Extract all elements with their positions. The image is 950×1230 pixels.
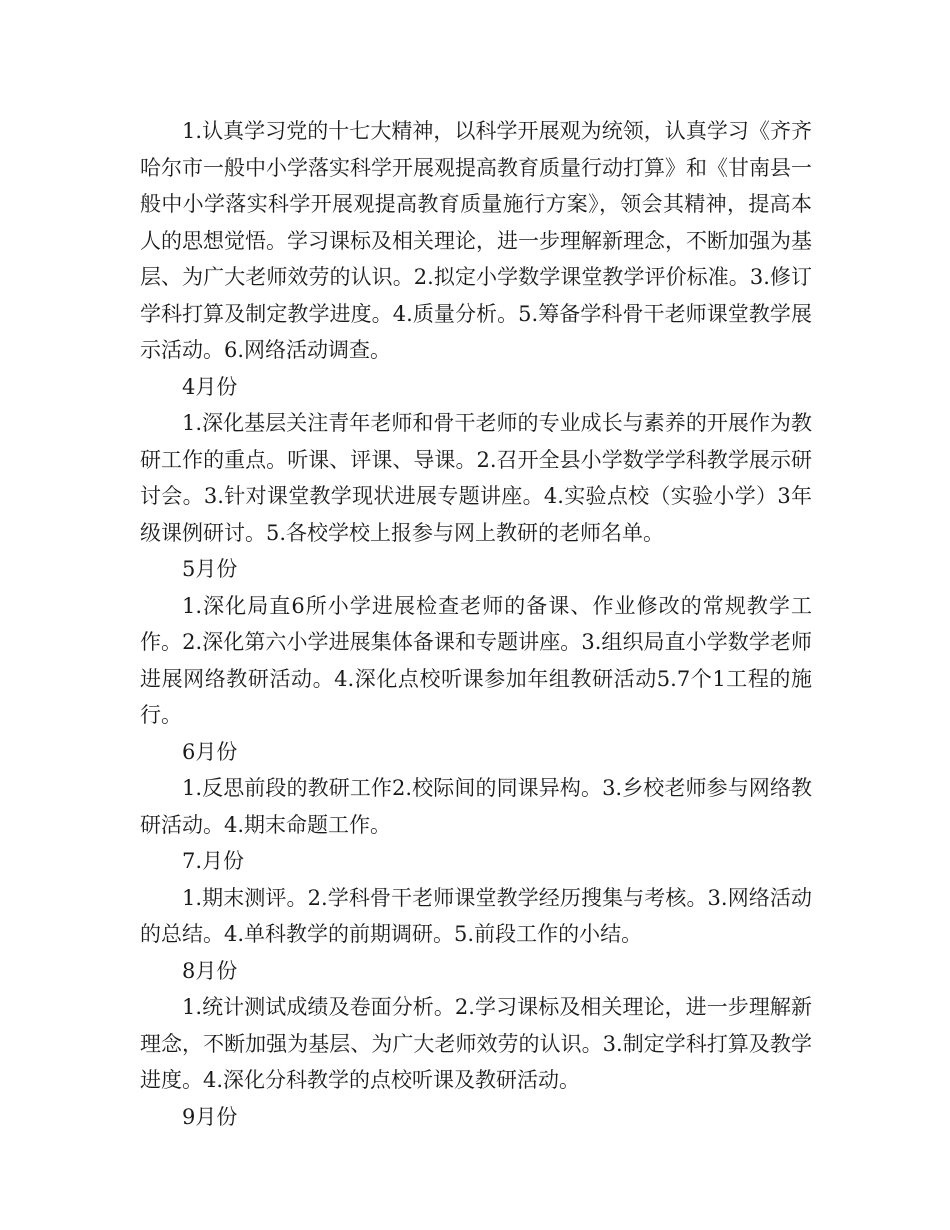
month-heading-september: 9月份 (182, 1104, 238, 1129)
paragraph-june: 1.反思前段的教研工作2.校际间的同课异构。3.乡校老师参与网络教研活动。4.期末命题工作。 (140, 776, 812, 837)
paragraph-april: 1.深化基层关注青年老师和骨干老师的专业成长与素养的开展作为教研工作的重点。听课、评课、导课。2.召开全县小学数学学科教学展示研讨会。3.针对课堂教学现状进展专题讲座。4.实验点校（实验小学）3年级课例研讨。5.各校学校上报参与网上教研的老师名单。 (140, 411, 812, 545)
paragraph-august: 1.统计测试成绩及卷面分析。2.学习课标及相关理论，进一步理解新理念，不断加强为基层、为广大老师效劳的认识。3.制定学科打算及教学进度。4.深化分科教学的点校听课及教研活动。 (140, 995, 812, 1092)
paragraph-may: 1.深化局直6所小学进展检查老师的备课、作业修改的常规教学工作。2.深化第六小学进展集体备课和专题讲座。3.组织局直小学数学老师进展网络教研活动。4.深化点校听课参加年组教研活动5.7个1工程的施行。 (140, 593, 812, 727)
month-heading-june: 6月份 (182, 739, 238, 764)
month-heading-may: 5月份 (182, 557, 238, 581)
month-heading-july: 7.月份 (182, 849, 245, 873)
month-heading-april: 4月份 (182, 374, 238, 399)
document-page (140, 113, 812, 1135)
month-heading-august: 8月份 (182, 958, 238, 983)
paragraph-july: 1.期末测评。2.学科骨干老师课堂教学经历搜集与考核。3.网络活动的总结。4.单科教学的前期调研。5.前段工作的小结。 (140, 885, 812, 946)
paragraph-intro: 1.认真学习党的十七大精神，以科学开展观为统领，认真学习《齐齐哈尔市一般中小学落实科学开展观提高教育质量行动打算》和《甘南县一般中小学落实科学开展观提高教育质量施行方案》，领会其精神，提高本人的思想觉悟。学习课标及相关理论，进一步理解新理念，不断加强为基层、为广大老师效劳的认识。2.拟定小学数学课堂教学评价标准。3.修订学科打算及制定教学进度。4.质量分析。5.筹备学科骨干老师课堂教学展示活动。6.网络活动调查。 (140, 119, 812, 362)
